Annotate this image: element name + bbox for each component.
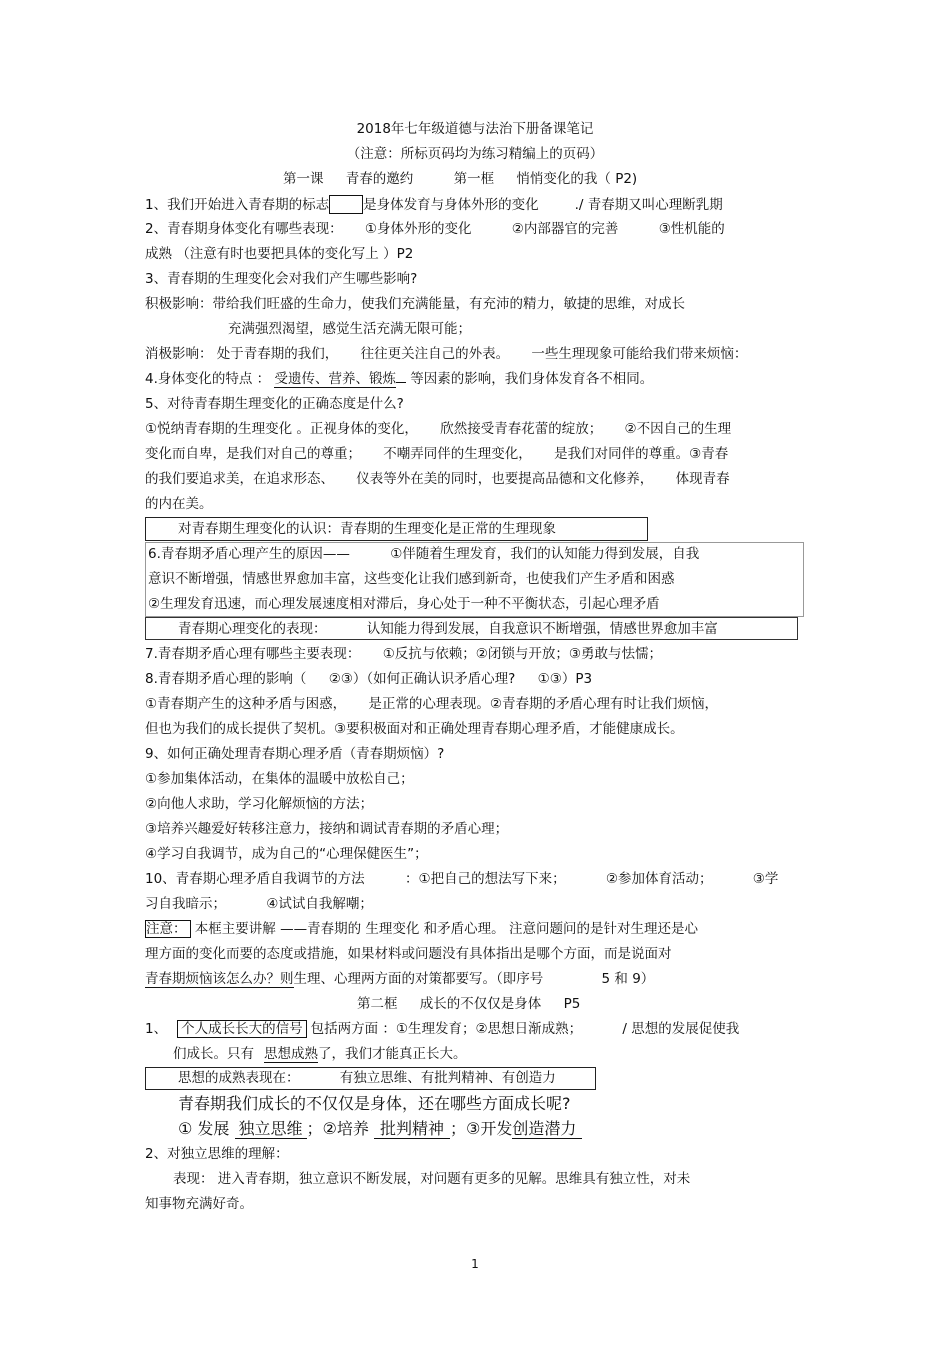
big-answer-underlined-3: 创造潜力	[512, 1119, 582, 1139]
q1-blank-box	[329, 195, 363, 214]
q1-text-3: ./ 青春期又叫心理断乳期	[574, 197, 723, 213]
box2-label: 青春期心理变化的表现：	[178, 621, 327, 637]
note-line-3	[145, 970, 654, 988]
s1-underlined: 思想成熟	[264, 1046, 318, 1062]
q2-text: 2、青春期身体变化有哪些表现：	[145, 221, 343, 237]
q5-line-3	[145, 470, 730, 488]
note-line-2: 理方面的变化而要的态度或措施，如果材料或问题没有具体指出是哪个方面，而是说面对	[145, 946, 672, 962]
question-10	[145, 870, 778, 888]
q5-text-3b: 仪表等外在美的同时，也要提高品德和文化修养，	[356, 471, 654, 487]
q4-text-2: 等因素的影响，我们身体发育各不相同。	[410, 371, 654, 387]
lesson-heading	[283, 170, 637, 188]
q2-point-3: ③性机能的	[658, 221, 725, 237]
q6-line-3: ②生理发育迅速，而心理发展速度相对滞后，身心处于一种不平衡状态，引起心理矛盾	[148, 596, 660, 612]
question-9: 9、如何正确处理青春期心理矛盾（青春期烦恼）?	[145, 746, 445, 762]
q3-positive-cont: 充满强烈渴望，感觉生活充满无限可能；	[228, 321, 471, 337]
big-answer-3: ；③开发	[450, 1119, 513, 1138]
section-2-item-2: 2、对独立思维的理解：	[145, 1146, 289, 1162]
q9-point-3: ③培养兴趣爱好转移注意力，接纳和调试青春期的矛盾心理；	[145, 821, 509, 837]
question-8	[145, 670, 592, 688]
s1-number: 1、	[145, 1021, 168, 1037]
page-number: 1	[471, 1257, 479, 1271]
note-paragraph	[145, 920, 698, 938]
page-note: （注意：所标页码均为练习精编上的页码）	[346, 146, 604, 162]
question-2	[145, 220, 725, 238]
q7-answers: ①反抗与依赖；②闭锁与开放；③勇敢与怯懦；	[382, 646, 662, 662]
s1-text-2c: 了，我们才能真正长大。	[318, 1046, 467, 1062]
note-underlined: 青春期烦恼该怎么办？则	[145, 971, 294, 987]
s1-boxed-term: 个人成长长大的信号	[177, 1020, 307, 1038]
big-question: 青春期我们成长的不仅仅是身体，还在哪些方面成长呢?	[178, 1094, 571, 1113]
q6-text-1a: 6.青春期矛盾心理产生的原因——	[148, 546, 350, 562]
q5-text-1a: ①悦纳青春期的生理变化 。正视身体的变化，	[145, 421, 418, 437]
summary-box-2-text	[178, 620, 718, 638]
q1-text-2: 是身体发育与身体外形的变化	[363, 197, 539, 213]
big-answer	[178, 1118, 582, 1139]
q3-positive: 积极影响：带给我们旺盛的生命力，使我们充满能量，有充沛的精力，敏捷的思维，对成长	[145, 296, 685, 312]
q10-point-3: ③学	[752, 871, 779, 887]
q2-point-1: ①身体外形的变化	[364, 221, 472, 237]
summary-box-3-text	[178, 1069, 556, 1087]
q5-line-2	[145, 445, 728, 463]
q5-line-4: 的内在美。	[145, 496, 213, 512]
s1-line-2	[173, 1045, 467, 1063]
summary-box-1-text: 对青春期生理变化的认识：青春期的生理变化是正常的生理现象	[178, 521, 556, 537]
note-label: 注意：	[145, 920, 191, 938]
question-5: 5、对待青春期生理变化的正确态度是什么?	[145, 396, 404, 412]
big-answer-underlined-1: 独立思维	[235, 1119, 307, 1139]
q8-text: 8.青春期矛盾心理的影响（	[145, 671, 307, 687]
q6-line-2: 意识不断增强，情感世界愈加丰富，这些变化让我们感到新奇，也使我们产生矛盾和困惑	[148, 571, 675, 587]
big-answer-1: ① 发展	[178, 1119, 230, 1138]
big-answer-underlined-2: 批判精神	[374, 1119, 450, 1139]
s1-text: 包括两方面 ：①生理发育；②思想日渐成熟；	[310, 1021, 583, 1037]
q8-line-3: 但也为我们的成长提供了契机。③要积极面对和正确处理青春期心理矛盾，才能健康成长。	[145, 721, 684, 737]
note-text-3b: 生理、心理两方面的对策都要写。（即序号	[293, 971, 544, 987]
q3-neg-text-3: 一些生理现象可能给我们带来烦恼：	[531, 346, 748, 362]
box3-content: 有独立思维、有批判精神、有创造力	[339, 1070, 556, 1086]
q10-point-2: ②参加体育活动；	[605, 871, 713, 887]
q5-line-1	[145, 420, 731, 438]
big-answer-2: ；②培养	[306, 1119, 369, 1138]
q6-line-1	[148, 545, 699, 563]
q5-text-2c: 是我们对同伴的尊重。③青春	[554, 446, 729, 462]
box3-label: 思想的成熟表现在：	[178, 1070, 300, 1086]
lesson-number: 第一课	[283, 171, 324, 187]
q3-negative	[145, 345, 747, 363]
frame-page: P2)	[615, 171, 638, 187]
s2-line-1: 表现： 进入青春期，独立意识不断发展，对问题有更多的见解。思维具有独立性，对未	[173, 1171, 691, 1187]
document-title: 2018年七年级道德与法治下册备课笔记	[356, 121, 594, 137]
frame-2-number: 第二框	[357, 996, 398, 1012]
q2-continuation: 成熟 （注意有时也要把具体的变化写上 ）P2	[145, 246, 414, 262]
q8-text-3: ①③）P3	[537, 671, 593, 687]
q3-neg-text: 消极影响： 处于青春期的我们，	[145, 346, 339, 362]
q6-text-1b: ①伴随着生理发育，我们的认知能力得到发展，自我	[390, 546, 700, 562]
question-7	[145, 645, 662, 663]
q10-line-2	[145, 895, 373, 913]
q5-text-3a: 的我们要追求美，在追求形态、	[145, 471, 334, 487]
question-3: 3、青春期的生理变化会对我们产生哪些影响?	[145, 271, 418, 287]
q8-line-2	[145, 695, 718, 713]
q1-text: 1、我们开始进入青春期的标志	[145, 197, 330, 213]
frame-number: 第一框	[453, 171, 495, 187]
q4-underlined: 受遗传、营养、锻炼	[274, 371, 396, 387]
frame-2-heading	[357, 995, 580, 1013]
q8-text-2a: ①青春期产生的这种矛盾与困惑，	[145, 696, 347, 712]
frame-name: 悄悄变化的我（	[516, 171, 611, 187]
box2-content: 认知能力得到发展，自我意识不断增强，情感世界愈加丰富	[366, 621, 718, 637]
q3-neg-text-2: 往往更关注自己的外表。	[360, 346, 510, 362]
q5-text-1b: 欣然接受青春花蕾的绽放；	[440, 421, 603, 437]
question-4	[145, 370, 653, 388]
q4-text: 4.身体变化的特点 ：	[145, 371, 271, 387]
q9-point-2: ②向他人求助，学习化解烦恼的方法；	[145, 796, 374, 812]
frame-2-name: 成长的不仅仅是身体	[419, 996, 542, 1012]
q5-text-2a: 变化而自卑，是我们对自己的尊重；	[145, 446, 361, 462]
frame-2-page: P5	[563, 996, 581, 1012]
q9-point-4: ④学习自我调节，成为自己的“心理保健医生”；	[145, 846, 428, 862]
q2-point-2: ②内部器官的完善	[511, 221, 619, 237]
section-2-item-1	[145, 1020, 739, 1038]
q5-text-1c: ②不因自己的生理	[624, 421, 732, 437]
note-text-3c: 5 和 9）	[601, 971, 655, 987]
q5-text-2b: 不嘲弄同伴的生理变化，	[383, 446, 532, 462]
s2-line-2: 知事物充满好奇。	[145, 1196, 253, 1212]
q10-text-2b: ④试试自我解嘲；	[266, 896, 373, 912]
lesson-name: 青春的邀约	[345, 171, 414, 187]
q8-text-2: ②③）（如何正确认识矛盾心理?	[328, 671, 516, 687]
q10-text: 10、青春期心理矛盾自我调节的方法	[145, 871, 365, 887]
question-1	[145, 195, 723, 214]
s1-text-2a: 们成长。只有	[173, 1046, 254, 1062]
q9-point-1: ①参加集体活动，在集体的温暖中放松自己；	[145, 771, 414, 787]
note-text: 本框主要讲解 ——青春期的 生理变化 和矛盾心理。 注意问题问的是针对生理还是心	[194, 921, 698, 937]
q8-text-2b: 是正常的心理表现。②青春期的矛盾心理有时让我们烦恼，	[368, 696, 719, 712]
q10-text-2a: 习自我暗示；	[145, 896, 226, 912]
q5-text-3c: 体现青春	[675, 471, 730, 487]
q10-point-1: ：①把自己的想法写下来；	[404, 871, 566, 887]
q7-text: 7.青春期矛盾心理有哪些主要表现：	[145, 646, 361, 662]
s1-text-2: / 思想的发展促使我	[622, 1021, 740, 1037]
